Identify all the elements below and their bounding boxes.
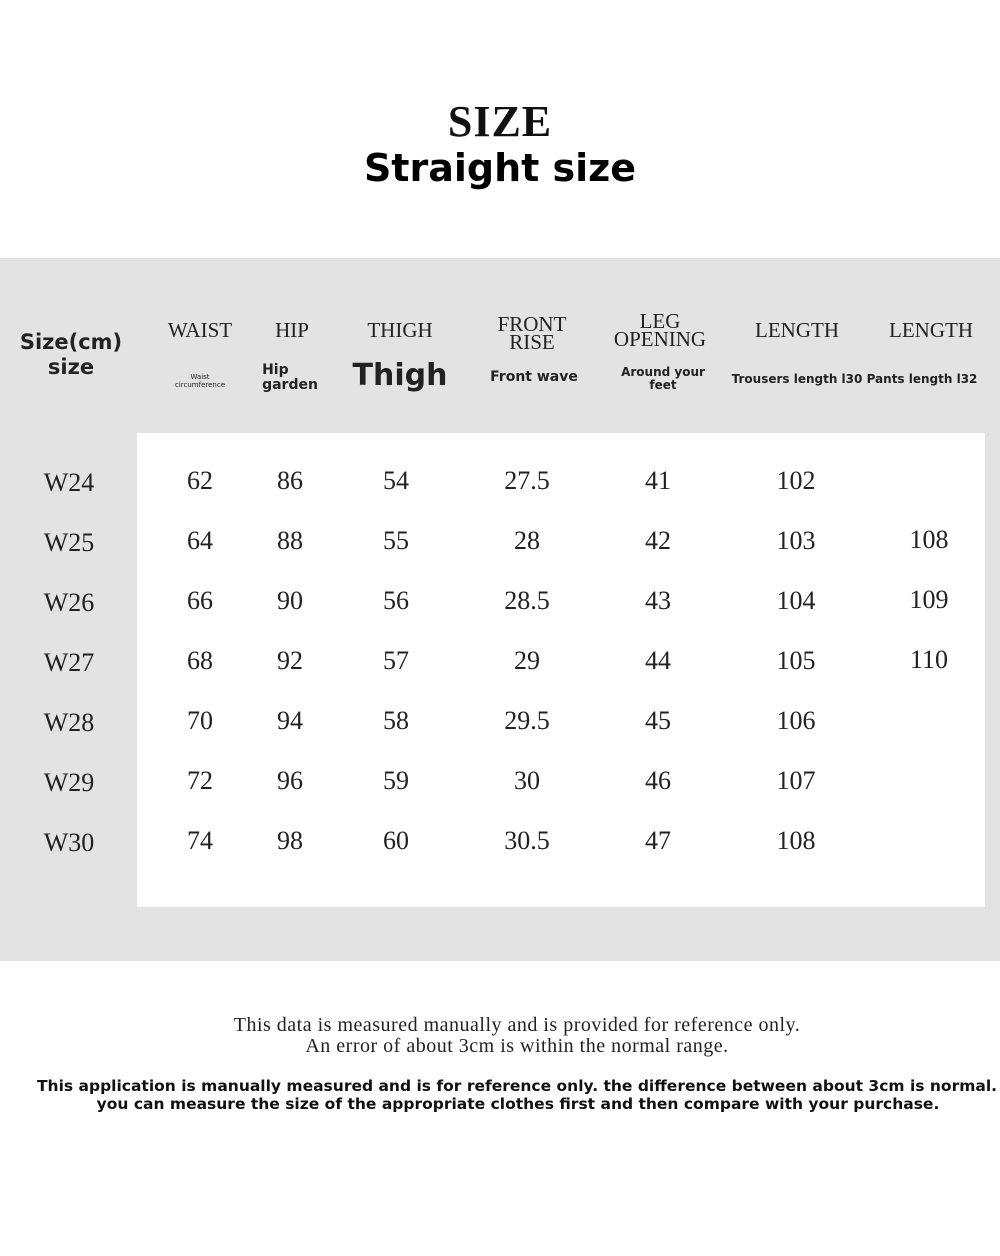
header-hip: HIP <box>275 318 309 342</box>
cell-length-l30: 104 <box>776 586 816 615</box>
header-length-l30: LENGTH <box>755 318 839 342</box>
cell-front-rise: 28 <box>514 526 540 555</box>
subheader-waist: Waist circumference <box>174 373 225 389</box>
size-header-line1: Size(cm) <box>19 330 123 354</box>
header-front-rise-line1: FRONT <box>497 312 567 336</box>
row-size-label: W27 <box>43 648 95 677</box>
cell-length-l30: 102 <box>776 466 816 495</box>
row-size-label: W30 <box>43 828 95 857</box>
header-waist: WAIST <box>167 318 233 342</box>
cell-waist: 64 <box>187 526 213 555</box>
note-serif-line2: An error of about 3cm is within the normal range. <box>305 1035 729 1057</box>
cell-hip: 98 <box>277 826 303 855</box>
cell-hip: 92 <box>277 646 303 675</box>
row-size-label: W28 <box>43 708 95 737</box>
cell-leg-opening: 43 <box>645 586 671 615</box>
cell-hip: 90 <box>277 586 303 615</box>
cell-hip: 94 <box>277 706 303 735</box>
cell-leg-opening: 47 <box>645 826 671 855</box>
cell-front-rise: 28.5 <box>504 586 550 615</box>
header-leg-opening-line1: LEG <box>639 309 681 333</box>
cell-leg-opening: 44 <box>645 646 671 675</box>
cell-hip: 86 <box>277 466 303 495</box>
cell-hip: 96 <box>277 766 303 795</box>
row-size-label: W29 <box>43 768 95 797</box>
cell-thigh: 54 <box>383 466 409 495</box>
cell-thigh: 55 <box>383 526 409 555</box>
cell-waist: 68 <box>187 646 213 675</box>
subheader-leg-opening-line1: Around your <box>621 365 705 379</box>
cell-thigh: 59 <box>383 766 409 795</box>
cell-thigh: 60 <box>383 826 409 855</box>
subheader-leg-opening <box>621 366 705 392</box>
cell-front-rise: 30 <box>514 766 540 795</box>
size-header-line2: size <box>47 355 95 379</box>
row-size-label: W24 <box>43 468 95 497</box>
cell-leg-opening: 46 <box>645 766 671 795</box>
subheader-hip <box>262 363 318 393</box>
subheader-thigh: Thigh <box>352 358 448 393</box>
row-size-label: W26 <box>43 588 95 617</box>
header-leg-opening-line2: OPENING <box>613 327 707 351</box>
cell-leg-opening: 42 <box>645 526 671 555</box>
header-leg-opening <box>613 309 707 351</box>
cell-thigh: 56 <box>383 586 409 615</box>
cell-waist: 66 <box>187 586 213 615</box>
header-front-rise-line2: RISE <box>509 330 555 354</box>
cell-front-rise: 30.5 <box>504 826 550 855</box>
cell-length-l32: 108 <box>909 525 949 554</box>
cell-length-l32: 109 <box>909 585 949 614</box>
cell-length-l32: 110 <box>909 645 949 674</box>
cell-waist: 74 <box>187 826 213 855</box>
header-front-rise <box>497 312 567 354</box>
cell-leg-opening: 45 <box>645 706 671 735</box>
header-length-l32: LENGTH <box>889 318 973 342</box>
cell-thigh: 58 <box>383 706 409 735</box>
cell-hip: 88 <box>277 526 303 555</box>
cell-length-l30: 103 <box>776 526 816 555</box>
size-column-header <box>20 330 122 380</box>
subheader-front-rise: Front wave <box>490 369 578 385</box>
note-sans-line2: you can measure the size of the appropriate clothes first and then compare with your purchase. <box>96 1095 940 1113</box>
size-table-values-panel <box>137 433 985 907</box>
subheader-hip-line2: garden <box>262 377 318 393</box>
note-serif-line1: This data is measured manually and is provided for reference only. <box>233 1014 801 1036</box>
subheader-leg-opening-line2: feet <box>649 378 677 392</box>
cell-front-rise: 27.5 <box>504 466 550 495</box>
page-title: SIZE <box>447 97 553 146</box>
subheader-hip-line1: Hip <box>262 362 289 378</box>
cell-length-l30: 105 <box>776 646 816 675</box>
cell-thigh: 57 <box>383 646 409 675</box>
cell-length-l30: 107 <box>776 766 816 795</box>
cell-waist: 62 <box>187 466 213 495</box>
subheader-length-l30: Trousers length l30 <box>731 372 863 386</box>
cell-front-rise: 29.5 <box>504 706 550 735</box>
cell-leg-opening: 41 <box>645 466 671 495</box>
cell-front-rise: 29 <box>514 646 540 675</box>
note-sans-line1: This application is manually measured and is for reference only. the difference between about 3cm is normal. <box>36 1077 998 1095</box>
page-subtitle: Straight size <box>363 146 637 190</box>
cell-length-l30: 106 <box>776 706 816 735</box>
cell-waist: 70 <box>187 706 213 735</box>
cell-length-l30: 108 <box>776 826 816 855</box>
cell-waist: 72 <box>187 766 213 795</box>
row-size-label: W25 <box>43 528 95 557</box>
header-thigh: THIGH <box>367 318 433 342</box>
subheader-length-l32: Pants length l32 <box>866 372 978 386</box>
